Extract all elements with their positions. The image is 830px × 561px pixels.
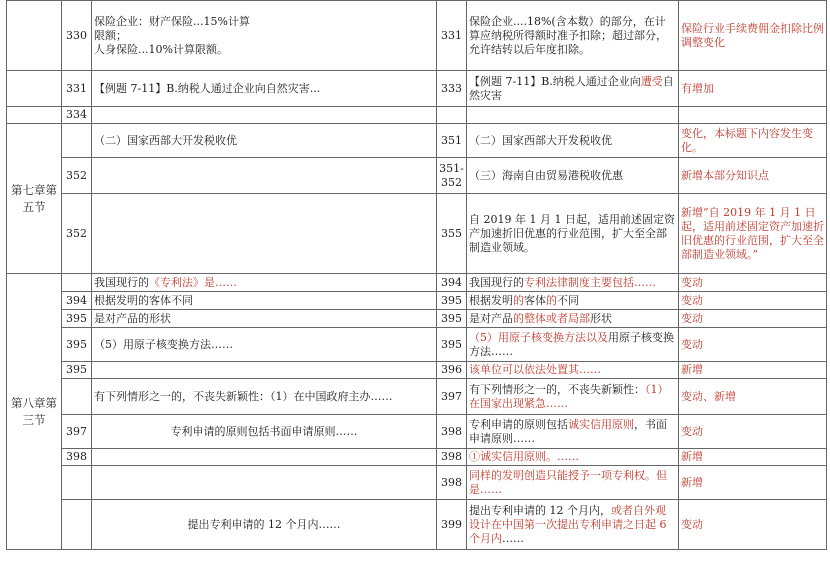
old-page-cell — [62, 124, 92, 158]
old-content-cell: 有下列情形之一的，不丧失新颖性：（1）在中国政府主办…… — [92, 379, 437, 415]
new-page-cell: 355 — [437, 194, 467, 274]
table-row — [7, 379, 827, 415]
new-content-cell: 根据发明的客体的不同 — [467, 292, 679, 310]
old-content-cell — [92, 194, 437, 274]
old-page-cell: 394 — [62, 292, 92, 310]
change-note-cell: 变动 — [679, 500, 827, 550]
table-row — [7, 362, 827, 379]
old-page-cell: 330 — [62, 1, 92, 71]
change-note-cell: 新增 — [679, 466, 827, 500]
change-note-cell: 新增 — [679, 362, 827, 379]
comparison-table — [6, 0, 827, 550]
table-row — [7, 124, 827, 158]
change-note-cell: 变动 — [679, 310, 827, 328]
old-page-cell: 397 — [62, 415, 92, 449]
table-row — [7, 1, 827, 71]
old-page-cell: 395 — [62, 328, 92, 362]
old-content-cell: 保险企业：财产保险...15%计算 限额； 人身保险...10%计算限额。 — [92, 1, 437, 71]
table-row — [7, 310, 827, 328]
old-content-cell: （二）国家西部大开发税收优 — [92, 124, 437, 158]
change-note-cell: 新增 — [679, 449, 827, 466]
old-page-cell: 334 — [62, 107, 92, 124]
change-note-cell: 保险行业手续费佣金扣除比例调整变化 — [679, 1, 827, 71]
old-content-cell: 提出专利申请的 12 个月内…… — [92, 500, 437, 550]
change-note-cell: 变动 — [679, 292, 827, 310]
new-content-cell: （二）国家西部大开发税收优 — [467, 124, 679, 158]
old-content-cell: 专利申请的原则包括书面申请原则…… — [92, 415, 437, 449]
table-row — [7, 500, 827, 550]
change-note-cell — [679, 107, 827, 124]
new-content-cell: 自 2019 年 1 月 1 日起，适用前述固定资产加速折旧优惠的行业范围，扩大至全部制造业领域。 — [467, 194, 679, 274]
chapter-cell — [7, 107, 62, 124]
table-row — [7, 466, 827, 500]
chapter-cell — [7, 71, 62, 107]
old-page-cell — [62, 379, 92, 415]
old-content-cell — [92, 107, 437, 124]
old-page-cell: 395 — [62, 310, 92, 328]
table-row — [7, 158, 827, 194]
new-content-cell — [467, 107, 679, 124]
old-content-cell — [92, 158, 437, 194]
new-page-cell: 351 — [437, 124, 467, 158]
old-page-cell: 398 — [62, 449, 92, 466]
table-row — [7, 107, 827, 124]
chapter-cell: 第八章第三节 — [7, 274, 62, 550]
old-content-cell: 【例题 7-11】B.纳税人通过企业向自然灾害... — [92, 71, 437, 107]
old-content-cell: （5）用原子核变换方法…… — [92, 328, 437, 362]
change-note-cell: 变动、新增 — [679, 379, 827, 415]
old-content-cell: 根据发明的客体不同 — [92, 292, 437, 310]
change-note-cell: 新增本部分知识点 — [679, 158, 827, 194]
new-content-cell: 保险企业....18%(含本数）的部分，在计算应纳税所得额时准予扣除；超过部分，允许结转以后年度扣除。 — [467, 1, 679, 71]
old-page-cell: 352 — [62, 158, 92, 194]
table-row — [7, 415, 827, 449]
old-page-cell: 395 — [62, 362, 92, 379]
new-content-cell: 我国现行的专利法律制度主要包括…… — [467, 274, 679, 292]
new-page-cell: 394 — [437, 274, 467, 292]
old-page-cell — [62, 274, 92, 292]
old-content-cell — [92, 466, 437, 500]
old-page-cell: 331 — [62, 71, 92, 107]
new-content-cell: 同样的发明创造只能授予一项专利权。但是…… — [467, 466, 679, 500]
new-page-cell: 395 — [437, 292, 467, 310]
change-note-cell: 变化，本标题下内容发生变化。 — [679, 124, 827, 158]
chapter-cell: 第七章第五节 — [7, 124, 62, 274]
new-page-cell: 396 — [437, 362, 467, 379]
new-page-cell — [437, 107, 467, 124]
change-note-cell: 新增“自 2019 年 1 月 1 日起，适用前述固定资产加速折旧优惠的行业范围，扩大至全部制造业领域。” — [679, 194, 827, 274]
change-note-cell: 变动 — [679, 415, 827, 449]
table-row — [7, 274, 827, 292]
new-page-cell: 333 — [437, 71, 467, 107]
new-content-cell: 提出专利申请的 12 个月内，或者自外观设计在中国第一次提出专利申请之日起 6 个月内…… — [467, 500, 679, 550]
new-page-cell: 398 — [437, 466, 467, 500]
change-note-cell: 有增加 — [679, 71, 827, 107]
new-page-cell: 398 — [437, 415, 467, 449]
change-note-cell: 变动 — [679, 274, 827, 292]
new-content-cell: 该单位可以依法处置其…… — [467, 362, 679, 379]
table-row — [7, 449, 827, 466]
new-page-cell: 395 — [437, 328, 467, 362]
new-page-cell: 399 — [437, 500, 467, 550]
old-page-cell — [62, 500, 92, 550]
chapter-cell — [7, 1, 62, 71]
table-row — [7, 292, 827, 310]
change-note-cell: 变动 — [679, 328, 827, 362]
table-row — [7, 194, 827, 274]
old-page-cell — [62, 466, 92, 500]
new-page-cell: 398 — [437, 449, 467, 466]
new-content-cell: （三）海南自由贸易港税收优惠 — [467, 158, 679, 194]
new-content-cell: 【例题 7-11】B.纳税人通过企业向遭受自然灾害 — [467, 71, 679, 107]
new-page-cell: 351-352 — [437, 158, 467, 194]
new-content-cell: 有下列情形之一的，不丧失新颖性：（1）在国家出现紧急…… — [467, 379, 679, 415]
old-content-cell — [92, 362, 437, 379]
old-content-cell — [92, 449, 437, 466]
new-content-cell: ①诚实信用原则。…… — [467, 449, 679, 466]
old-page-cell: 352 — [62, 194, 92, 274]
new-content-cell: 专利申请的原则包括诚实信用原则，书面申请原则…… — [467, 415, 679, 449]
new-page-cell: 331 — [437, 1, 467, 71]
table-row — [7, 71, 827, 107]
old-content-cell: 是对产品的形状 — [92, 310, 437, 328]
new-content-cell: （5）用原子核变换方法以及用原子核变换方法…… — [467, 328, 679, 362]
old-content-cell: 我国现行的《专利法》是…… — [92, 274, 437, 292]
new-content-cell: 是对产品的整体或者局部形状 — [467, 310, 679, 328]
new-page-cell: 395 — [437, 310, 467, 328]
table-row — [7, 328, 827, 362]
new-page-cell: 397 — [437, 379, 467, 415]
